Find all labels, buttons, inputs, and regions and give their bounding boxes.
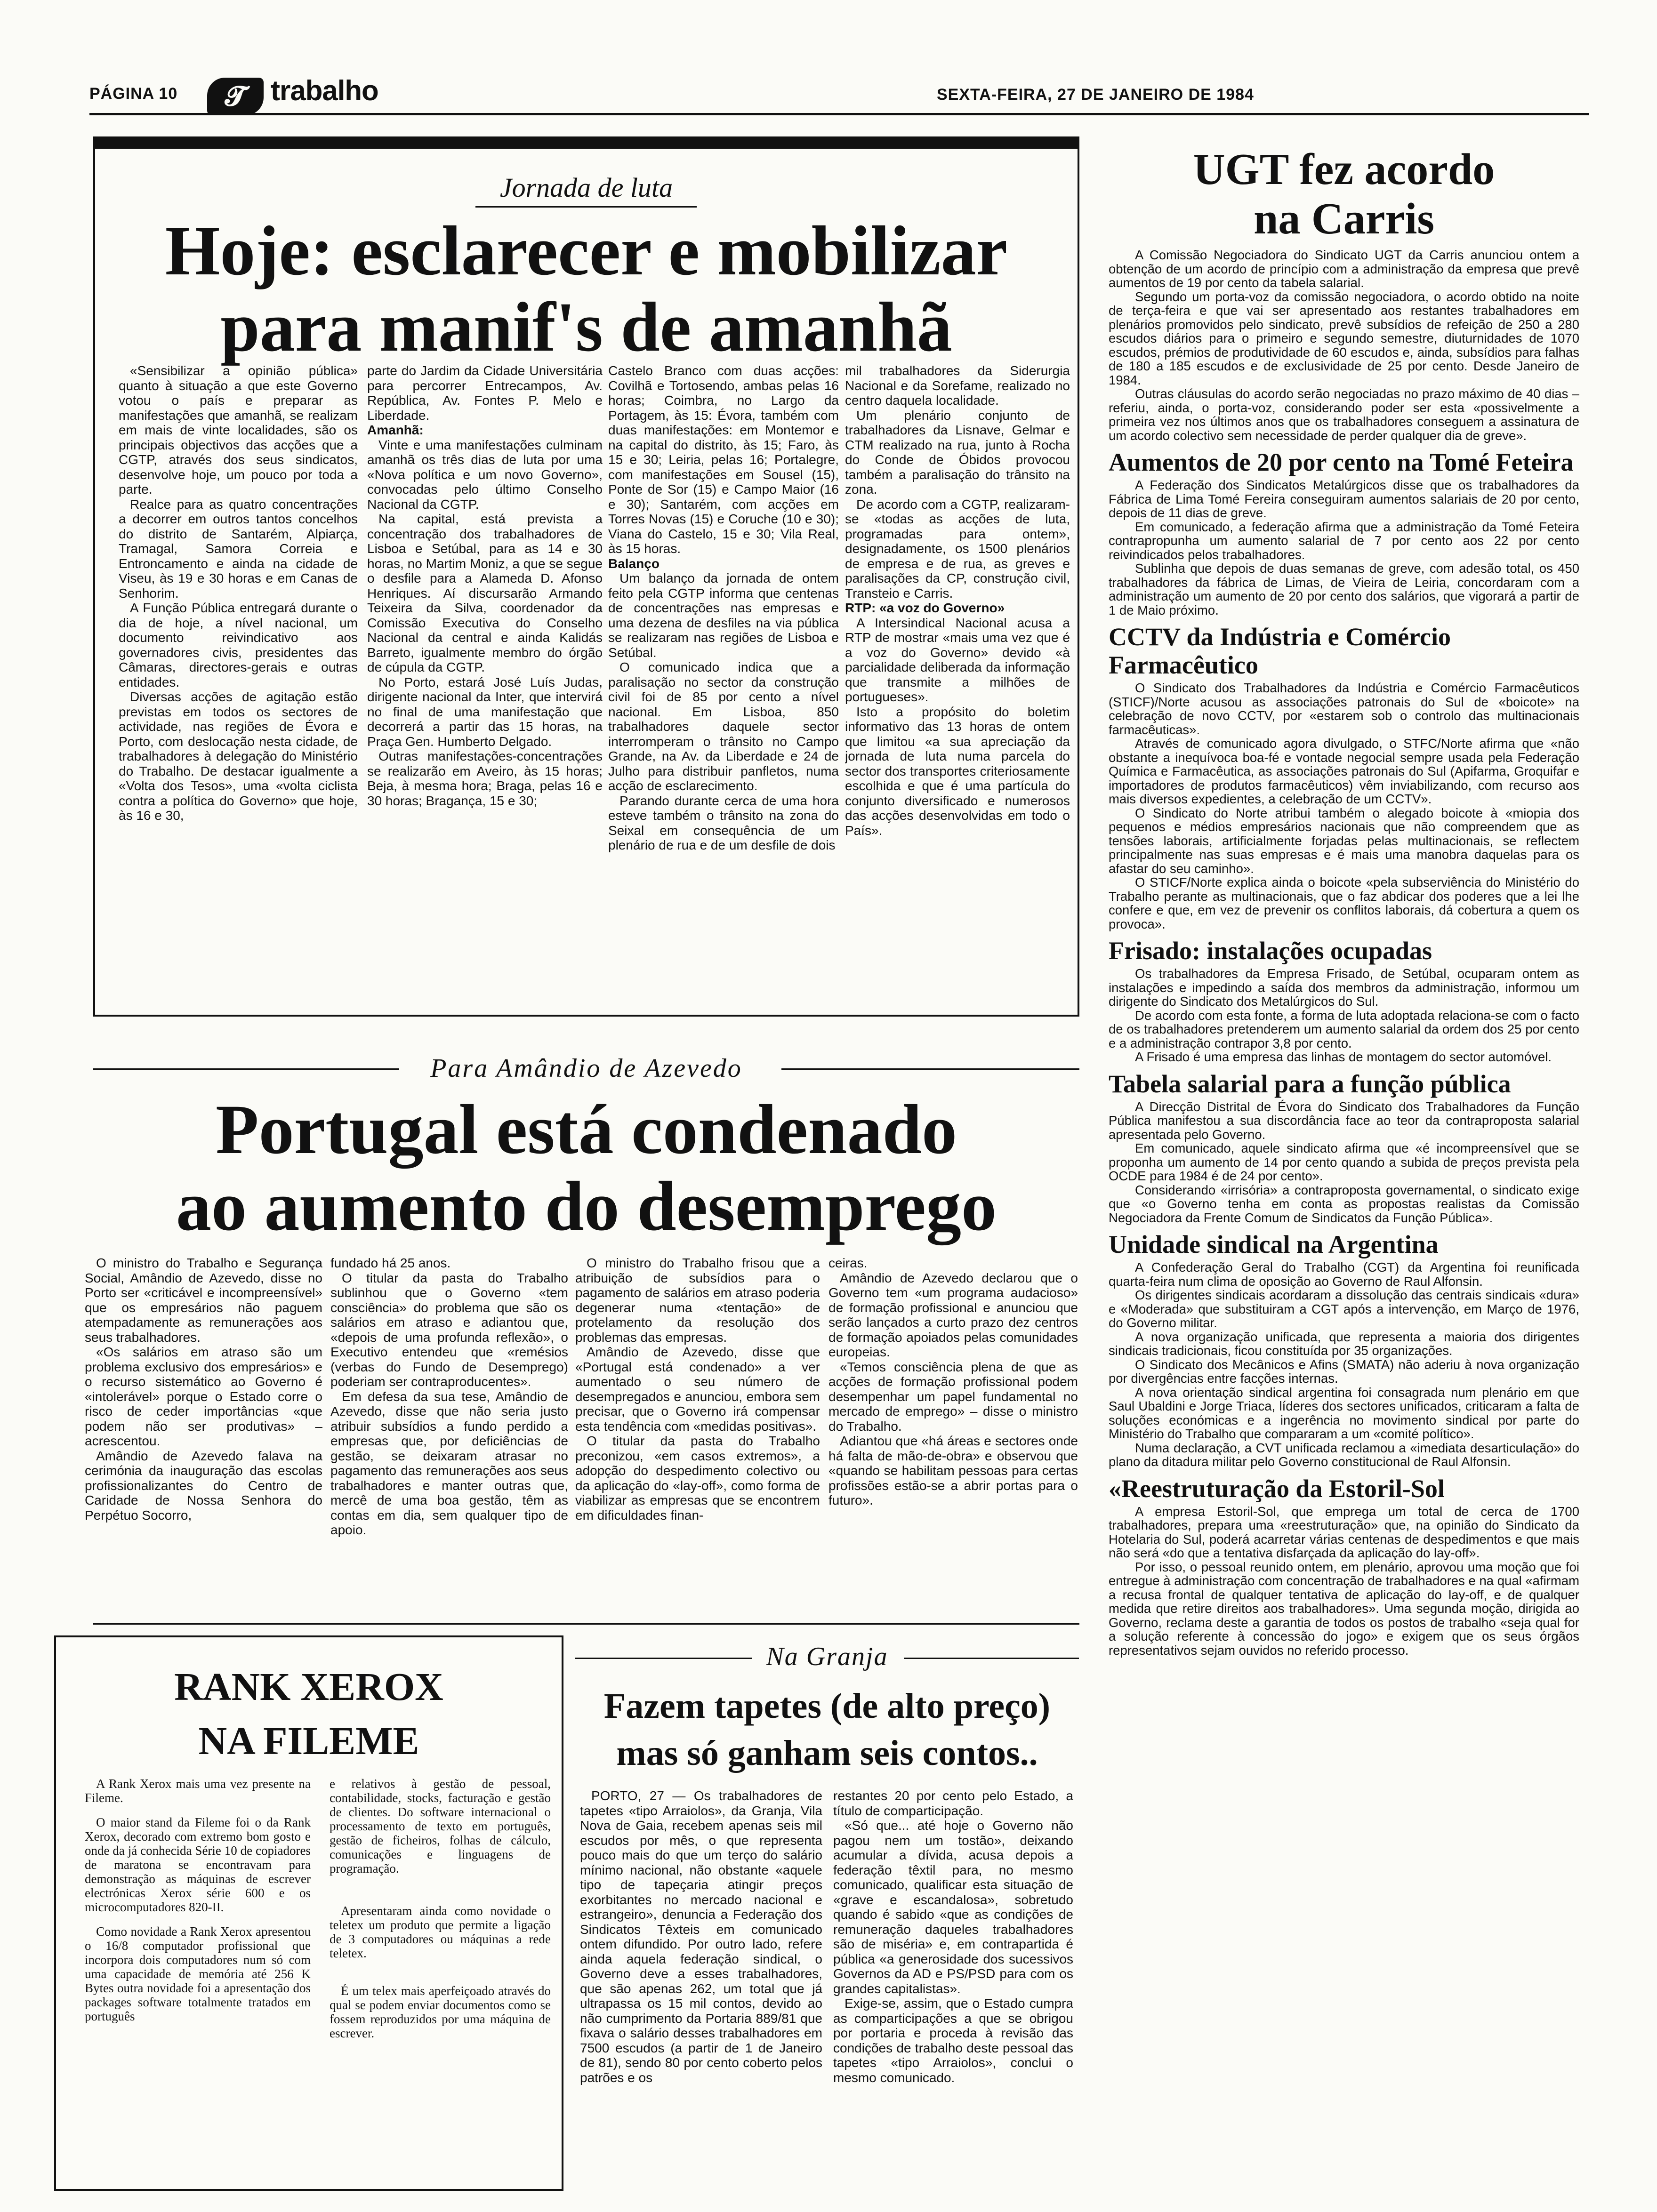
- jornada-col-3: [608, 363, 839, 1008]
- estoril-p1: A empresa Estoril-Sol, que emprega um total de cerca de 1700 trabalhadores, prepara uma «reestruturação» que, na opinião do Sindicato da Hotelaria do Sul, poderá acarretar várias centenas de despedimentos e que mais não será «do que a tentativa disfarçada da aplicação do lay-off».: [1109, 1504, 1579, 1560]
- desemprego-headline-2: ao aumento do desemprego: [176, 1167, 997, 1245]
- page-label: PÁGINA 10: [89, 85, 178, 103]
- masthead-rule: [89, 113, 1589, 115]
- desemprego-c4-p1: ceiras.: [828, 1256, 868, 1270]
- estoril-p2: Por isso, o pessoal reunido ontem, em plenário, aprovou uma moção que foi entregue à administração com concentração de trabalhadores e na qual «afirmam a recusa frontal de qualquer tentativa de aplicação do lay-off, e de qualquer medida que retire direitos aos trabalhadores». Uma segunda moção, dirigida ao Governo, reclama deste a garantia de todos os postos de trabalho «seja qual for a solução referente à concessão do jogo» e exigem que os seus órgãos representativos sejam ouvidos no referido processo.: [1109, 1559, 1579, 1658]
- argentina-p6: Numa declaração, a CVT unificada reclamou a «imediata desarticulação» do plano da ditadura militar pelo Governo constitucional de Raul Alfonsin.: [1109, 1440, 1579, 1469]
- desemprego-headline-1: Portugal está condenado: [216, 1090, 957, 1169]
- section-title: trabalho: [271, 75, 378, 106]
- desemprego-c2-p3: Em defesa da sua tese, Amândio de Azevedo, disse que não seria justo atribuir subsídios a fundo perdido a empresas que, por deficiências de gestão, se deixaram atrasar no pagamento das remunerações aos seus trabalhadores e manter outras que, mercê de uma boa gestão, têm as contas em dia, sem qualquer tipo de apoio.: [330, 1389, 568, 1537]
- jornada-c1-p3: A Função Pública entregará durante o dia de hoje, a nível nacional, um documento reivindicativo aos governadores civis, presidentes das Câmaras, directores-gerais e outras entidades.: [119, 601, 358, 689]
- argentina-p2: Os dirigentes sindicais acordaram a dissolução das centrais sindicais «dura» e «Moderada» que substituiram a CGT após a intervenção, em Março de 1976, do Governo militar.: [1109, 1288, 1579, 1330]
- granja-headline-1: Fazem tapetes (de alto preço): [603, 1686, 1051, 1726]
- desemprego-kicker-rule-left: [93, 1068, 399, 1070]
- jornada-c4-p3: A Intersindical Nacional acusa a RTP de mostrar «mais uma vez que é a voz do Governo» devido «à parcialidade deliberada da informação que transmite a milhões de portugueses».: [845, 615, 1070, 704]
- tabela-headline: Tabela salarial para a função pública: [1109, 1069, 1511, 1098]
- jornada-c2-sub: Amanhã:: [367, 423, 424, 437]
- xerox-title-1: RANK XEROX: [174, 1665, 443, 1709]
- jornada-c4-top: mil trabalhadores da Siderurgia Nacional e da Sorefame, realizado no centro daquela localidade.: [845, 363, 1070, 408]
- jornada-c4-sub: RTP: «a voz do Governo»: [845, 601, 1005, 615]
- cctv-p2: Através de comunicado agora divulgado, o STFC/Norte afirma que «não obstante a inequívoca boa-fé e vontade negocial sempre usada pela Federação Química e Farmacêutica, as associações patronais do Sul (Apifarma, Groquifar e importadores de produtos farmacêuticos) vêm inviabilizando, com recurso aos mais diversos expedientes, a celebração de um CCTV».: [1109, 736, 1579, 806]
- cctv-p4: O STICF/Norte explica ainda o boicote «pela subserviência do Ministério do Trabalho perante as multinacionais, que o faz abdicar dos poderes que a lei lhe confere e que, em vez de prevenir os conflitos laborais, dá cobertura a quem os provoca».: [1109, 875, 1579, 931]
- granja-kicker-rule-right: [904, 1658, 1079, 1659]
- xerox-c2-p1: e relativos à gestão de pessoal, contabilidade, stocks, facturação e gestão de clientes. Do software internacional o processamento de texto em português, gestão de ficheiros, folhas de cálculo, comunicações e linguagens de programação.: [330, 1777, 551, 1875]
- desemprego-c2-p1: fundado há 25 anos.: [330, 1256, 451, 1270]
- jornada-c3-p3: Parando durante cerca de uma hora esteve também o trânsito na zona do Seixal em consequência de um plenário de rua e de um desfile de dois: [608, 793, 839, 852]
- tome-p3: Sublinha que depois de duas semanas de greve, com adesão total, os 450 trabalhadores da fábrica de Limas, de Vieira de Leiria, concordaram com a administração um aumento de 20 por cento dos salários, que vigorará a partir de 1 de Maio próximo.: [1109, 561, 1579, 617]
- jornada-c2-top: parte do Jardim da Cidade Universitária para percorrer Entrecampos, Av. República, Av. Fontes P. Melo e Liberdade.: [367, 363, 603, 423]
- tabela-p3: Considerando «irrisória» a contraproposta governamental, o sindicato exige que «o Governo tenha em conta as propostas realistas da Comissão Negociadora da Frente Comum de Sindicatos da Função Pública».: [1109, 1182, 1579, 1225]
- jornada-c4-p2: De acordo com a CGTP, realizaram-se «todas as acções de luta, programadas para ontem», designadamente, os 1500 plenários de empresa e de rua, as greves e paralisações da CP, construção civil, Transteio e Carris.: [845, 497, 1070, 601]
- desemprego-kicker-rule-right: [781, 1068, 1079, 1070]
- xerox-col-2: [330, 1777, 551, 2181]
- jornada-c1-p4: Diversas acções de agitação estão previstas em todos os sectores de actividade, nas regiões de Évora e Porto, com deslocação nesta cidade, de trabalhadores à delegação do Ministério do Trabalho. De destacar igualmente a «Volta dos Tesos», uma «volta ciclista contra a política do Governo» que hoje, às 16 e 30,: [119, 689, 358, 823]
- frisado-p3: A Frisado é uma empresa das linhas de montagem do sector automóvel.: [1135, 1050, 1552, 1064]
- jornada-kicker-rule: [475, 206, 697, 208]
- xerox-c1-p3: Como novidade a Rank Xerox apresentou o 16/8 computador profissional que incorpora dois computadores num só com uma capacidade de memória até 256 K Bytes outra novidade foi a apresentação dos packages software totalmente tratados em português: [85, 1924, 311, 2023]
- cctv-p3: O Sindicato do Norte atribui também o alegado boicote à «miopia dos pequenos e médios empresários nacionais que não compreendem que as tensões laborais, artificialmente forjadas pelas multinacionais, se reflectem principalmente nas suas empresas e é mais uma manobra daquelas para os afastar do seu caminho».: [1109, 805, 1579, 876]
- jornada-col-1: [119, 363, 358, 1008]
- tabela-p2: Em comunicado, aquele sindicato afirma que «é incompreensível que se proponha um aumento de 14 por cento quando a subida de preços prevista pela OCDE para 1984 é de 24 por cento».: [1109, 1141, 1579, 1183]
- granja-col-2: [833, 1788, 1073, 2193]
- jornada-headline-1: Hoje: esclarecer e mobilizar: [165, 212, 1008, 290]
- jornada-kicker: Jornada de luta: [499, 172, 673, 203]
- cctv-headline: CCTV da Indústria e Comércio Farmacêutico: [1109, 623, 1451, 679]
- granja-headline-2: mas só ganham seis contos..: [616, 1733, 1038, 1773]
- lower-section-rule: [93, 1623, 1079, 1625]
- section-logo-icon: 𝓣: [207, 78, 264, 115]
- xerox-c2-p3: É um telex mais aperfeiçoado através do qual se podem enviar documentos como se fossem reproduzidos por uma máquina de escrever.: [330, 1984, 551, 2040]
- granja-kicker: Na Granja: [766, 1642, 888, 1671]
- granja-c2-p1: restantes 20 por cento pelo Estado, a título de comparticipação.: [833, 1788, 1073, 1818]
- frisado-p1: Os trabalhadores da Empresa Frisado, de Setúbal, ocuparam ontem as instalações e impedindo a saída dos membros da administração, informou um dirigente do Sindicato dos Metalúrgicos do Sul.: [1109, 966, 1579, 1009]
- xerox-c1-p2: O maior stand da Fileme foi o da Rank Xerox, decorado com extremo bom gosto e onde da já conhecida Série 10 de copiadores de maratona se encontravam para demonstração as máquinas de escrever electrónicas Xerox série 600 e os microcomputadores 820-II.: [85, 1815, 311, 1914]
- desemprego-c4-p2: Amândio de Azevedo declarou que o Governo tem «um programa audacioso» de formação profissional e anunciou que serão lançados a curto prazo dez centros de formação apoiados pelas comunidades europeias.: [828, 1270, 1078, 1359]
- jornada-top-bar: [93, 136, 1079, 149]
- tabela-p1: A Direcção Distrital de Évora do Sindicato dos Trabalhadores da Função Pública manifestou a sua discordância face ao teor da contraproposta salarial apresentada pelo Governo.: [1109, 1099, 1579, 1142]
- desemprego-col-2: [330, 1256, 568, 1613]
- jornada-c1-p2: Realce para as quatro concentrações a decorrer em outros tantos concelhos do distrito de Santarém, Alpiarça, Tramagal, Samora Correia e Entroncamento e ainda na cidade de Viseu, às 19 e 30 horas e em Canas de Senhorim.: [119, 497, 358, 601]
- cctv-p1: O Sindicato dos Trabalhadores da Indústria e Comércio Farmacêuticos (STICF)/Norte acusou as associações patronais do Sul de «boicote» na celebração de novo CCTV, por «estarem sob o controlo das multinacionais farmacêuticas».: [1109, 681, 1579, 737]
- jornada-c4-p4: Isto a propósito do boletim informativo das 13 horas de ontem que limitou «a sua apreciação da jornada de luta numa parcela do sector dos transportes criteriosamente escolhida e que é uma partícula do conjunto diversificado e numerosos das acções desenvolvidas em todo o País».: [845, 704, 1070, 838]
- jornada-c3-p1: Um balanço da jornada de ontem feito pela CGTP informa que centenas de concentrações nas empresas e uma dezena de desfiles na via pública se realizaram nas regiões de Lisboa e Setúbal.: [608, 571, 839, 660]
- argentina-p3: A nova organização unificada, que representa a maioria dos dirigentes sindicais tradicionais, ficou constituída por 35 organizações.: [1109, 1329, 1579, 1358]
- jornada-c2-p2: Na capital, está prevista a concentração dos trabalhadores de Lisboa e Setúbal, para as 14 e 30 horas, no Martim Moniz, a que se segue o desfile para a Alameda D. Afonso Henriques. Aí discursarão Armando Teixeira da Silva, coordenador da Comissão Executiva do Conselho Nacional da central e ainda Kalidás Barreto, igualmente membro do órgão de cúpula da CGTP.: [367, 512, 603, 674]
- granja-c1-p1: PORTO, 27 — Os trabalhadores de tapetes «tipo Arraiolos», da Granja, Vila Nova de Gaia, recebem apenas seis mil escudos por mês, o que representa pouco mais do que um terço do salário mínimo nacional, não obstante «aquele tipo de tapeçaria atingir preços exorbitantes no mercado nacional e estrangeiro», denuncia a Federação dos Sindicatos Têxteis em comunicado ontem difundido. Por outro lado, refere ainda aquela federação sindical, o Governo deve a esses trabalhadores, que são apenas 262, um total que já ultrapassa os 15 mil contos, devido ao não cumprimento da Portaria 889/81 que fixava o salário desses trabalhadores em 7500 escudos (a partir de 1 de Janeiro de 81), sendo 80 por cento coberto pelos patrões e os: [580, 1788, 822, 2085]
- jornada-c2-p4: Outras manifestações-concentrações se realizarão em Aveiro, às 15 horas; Beja, à mesma hora; Braga, pelas 16 e 30 horas; Bragança, 15 e 30;: [367, 749, 603, 808]
- granja-c2-p3: Exige-se, assim, que o Estado cumpra as comparticipações a que se obrigou por portaria e proceda à revisão das condições de trabalho deste pessoal das tapetes «tipo Arraiolos», conclui o mesmo comunicado.: [833, 1996, 1073, 2085]
- granja-c2-p2: «Só que... até hoje o Governo não pagou nem um tostão», deixando acumular a dívida, acusa depois a federação têxtil para, no mesmo comunicado, qualificar esta situação de «grave e escandalosa», sobretudo quando é sabido «que as condições de remuneração daqueles trabalhadores são de miséria» e, em contrapartida é pública «a generosidade dos sucessivos Governos da AD e PS/PSD para com os grandes capitalistas».: [833, 1818, 1073, 1996]
- desemprego-c3-p3: O titular da pasta do Trabalho preconizou, «em casos extremos», a adopção do despedimento colectivo ou da aplicação do «lay-off», como forma de viabilizar as empresas que se encontrem em dificuldades finan-: [575, 1434, 820, 1523]
- jornada-c3-p2: O comunicado indica que a paralisação no sector da construção civil foi de 85 por cento a nível nacional. Em Lisboa, 850 trabalhadores daquele sector interromperam o trânsito no Campo Grande, na Av. da Liberdade e 24 de Julho para distribuir panfletos, numa acção de esclarecimento.: [608, 660, 839, 793]
- frisado-p2: De acordo com esta fonte, a forma de luta adoptada relaciona-se com o facto de os trabalhadores pretenderem um aumento salarial da ordem dos 25 por cento e a administração contrapor 3,8 por cento.: [1109, 1008, 1579, 1050]
- granja-kicker-rule-left: [575, 1658, 752, 1659]
- desemprego-c4-p4: Adiantou que «há áreas e sectores onde há falta de mão-de-obra» e observou que «quando se habilitam pessoas para certas profissões estão-se a abrir portas para o futuro».: [828, 1434, 1078, 1507]
- desemprego-c1-p2: «Os salários em atraso são um problema exclusivo dos empresários» e o recurso sistemático ao Governo é «intolerável» porque o Estado corre o risco de ceder importâncias «que podem não ser produtivas» – acrescentou.: [85, 1345, 322, 1448]
- xerox-title-2: NA FILEME: [198, 1719, 419, 1763]
- frisado-headline: Frisado: instalações ocupadas: [1109, 937, 1432, 965]
- desemprego-c1-p3: Amândio de Azevedo falava na cerimónia da inauguração das escolas profissionalizantes do Centro de Caridade de Nossa Senhora do Perpétuo Socorro,: [85, 1448, 322, 1523]
- argentina-p4: O Sindicato dos Mecânicos e Afins (SMATA) não aderiu à nova organização por divergências entre facções internas.: [1109, 1357, 1579, 1386]
- right-column-body: [1109, 248, 1579, 2196]
- argentina-headline: Unidade sindical na Argentina: [1109, 1230, 1439, 1258]
- jornada-col-2: [367, 363, 603, 1008]
- xerox-c2-p2: Apresentaram ainda como novidade o teletex um produto que permite a ligação de 3 computadores ou máquinas a rede teletex.: [330, 1904, 551, 1960]
- ugt-p3: Outras cláusulas do acordo serão negociadas no prazo máximo de 40 dias – referiu, ainda, o porta-voz, considerando poder ser esta «possivelmente a primeira vez nos últimos anos que os trabalhadores conseguem a assinatura de um acordo colectivo sem necessidade de perder qualquer dia de greve».: [1109, 386, 1579, 443]
- xerox-c1-p1: A Rank Xerox mais uma vez presente na Fileme.: [85, 1777, 311, 1805]
- argentina-p1: A Confederação Geral do Trabalho (CGT) da Argentina foi reunificada quarta-feira num clima de oposição ao Governo de Raul Alfonsin.: [1109, 1260, 1579, 1289]
- desemprego-c2-p2: O titular da pasta do Trabalho sublinhou que o Governo «tem consciência» do problema que são os salários em atraso e adiantou que, «depois de uma profunda reflexão», o Executivo entendeu que «remésios (verbas do Fundo de Desemprego) poderiam ser contraproducentes».: [330, 1270, 568, 1389]
- desemprego-kicker: Para Amândio de Azevedo: [430, 1054, 742, 1083]
- argentina-p5: A nova orientação sindical argentina foi consagrada num plenário em que Saul Ubaldini e Jorge Triaca, líderes dos sectores unificados, criticaram a falta de soluções económicas e a ingerência no movimento sindical por parte do Ministério do Trabalho que compararam a um «comité político».: [1109, 1385, 1579, 1441]
- jornada-c1-p1: «Sensibilizar a opinião pública» quanto à situação a que este Governo votou o país e preparar as manifestações que amanhã, se realizam em mais de vinte localidades, são os principais objectivos das acções que a CGTP, através dos seus sindicatos, desenvolve hoje, um pouco por toda a parte.: [119, 363, 358, 497]
- jornada-c2-p1: Vinte e uma manifestações culminam amanhã os três dias de luta por uma «Nova política e um novo Governo», convocadas pelo último Conselho Nacional da CGTP.: [367, 437, 603, 512]
- desemprego-c3-p2: Amândio de Azevedo, disse que «Portugal está condenado» a ver aumentado o seu número de desempregados e anunciou, embora sem precisar, que o Governo irá compensar esta tendência com «medidas positivas».: [575, 1345, 820, 1434]
- jornada-c4-p1: Um plenário conjunto de trabalhadores da Lisnave, Gelmar e CTM realizado na rua, junto à Rocha do Conde de Óbidos provocou também a paralisação do trânsito na zona.: [845, 408, 1070, 497]
- xerox-col-1: [85, 1777, 311, 2181]
- jornada-c3-sub: Balanço: [608, 556, 660, 571]
- desemprego-col-3: [575, 1256, 820, 1613]
- ugt-p1: A Comissão Negociadora do Sindicato UGT da Carris anunciou ontem a obtenção de um acordo de princípio com a administração da empresa que prevê aumentos de 19 por cento da tabela salarial.: [1109, 248, 1579, 290]
- tome-p2: Em comunicado, a federação afirma que a administração da Tomé Feteira contrapropunha um aumento salarial de 7 por cento aos 22 por cento reivindicados pelos trabalhadores.: [1109, 519, 1579, 562]
- desemprego-col-1: [85, 1256, 322, 1613]
- page-date: SEXTA-FEIRA, 27 DE JANEIRO DE 1984: [937, 86, 1254, 104]
- tome-p1: A Federação dos Sindicatos Metalúrgicos disse que os trabalhadores da Fábrica de Lima Tomé Fereira conseguiram aumentos salariais de 20 por cento, depois de 11 dias de greve.: [1109, 478, 1579, 520]
- jornada-c3-top: Castelo Branco com duas acções: Covilhã e Tortosendo, ambas pelas 16 horas; Coimbra, no Largo da Portagem, às 15: Évora, também com duas manifestações: em Montemor e na capital do distrito, às 15; Faro, às 15 e 30; Leiria, pelas 16; Portalegre, com manifestações em Sousel (15), Ponte de Sor (15) e Campo Maior (16 e 30); Santarém, com acções em Torres Novas (15) e Coruche (10 e 30); Viana do Castelo, 15 e 30; Vila Real, às 15 horas.: [608, 363, 839, 556]
- desemprego-col-4: [828, 1256, 1078, 1613]
- jornada-headline-2: para manif's de amanhã: [220, 288, 952, 366]
- ugt-p2: Segundo um porta-voz da comissão negociadora, o acordo obtido na noite de terça-feira e que vai ser apresentado aos restantes trabalhadores em plenários promovidos pelo sindicato, prevê subsídios de refeição de 250 a 280 escudos diários para o primeiro e segundo semestre, diuturnidades de 1070 escudos, prémios de produtividade de 60 escudos e, ainda, subsídios para falhas de 180 a 185 escudos e de exclusividade de 25 por cento. Desde Janeiro de 1984.: [1109, 289, 1579, 387]
- desemprego-c4-p3: «Temos consciência plena de que as acções de formação profissional podem desempenhar um papel fundamental no mercado de emprego» – disse o ministro do Trabalho.: [828, 1359, 1078, 1434]
- estoril-headline: «Reestruturação da Estoril-Sol: [1109, 1474, 1445, 1503]
- granja-col-1: [580, 1788, 822, 2193]
- tome-headline: Aumentos de 20 por cento na Tomé Feteira: [1109, 448, 1574, 476]
- jornada-col-4: [845, 363, 1070, 1008]
- jornada-c2-p3: No Porto, estará José Luís Judas, dirigente nacional da Inter, que intervirá no final de uma manifestação que decorrerá a partir das 15 horas, na Praça Gen. Humberto Delgado.: [367, 674, 603, 749]
- ugt-headline-2: na Carris: [1254, 194, 1434, 243]
- desemprego-c3-p1: O ministro do Trabalho frisou que a atribuição de subsídios para o pagamento de salários em atraso poderia degenerar numa «tentação» de protelamento da resolução dos problemas das empresas.: [575, 1256, 820, 1345]
- ugt-headline-1: UGT fez acordo: [1193, 145, 1495, 194]
- desemprego-c1-p1: O ministro do Trabalho e Segurança Social, Amândio de Azevedo, disse no Porto ser «criticável e incompreensível» que os empresários não paguem atempadamente as remunerações aos seus trabalhadores.: [85, 1256, 322, 1345]
